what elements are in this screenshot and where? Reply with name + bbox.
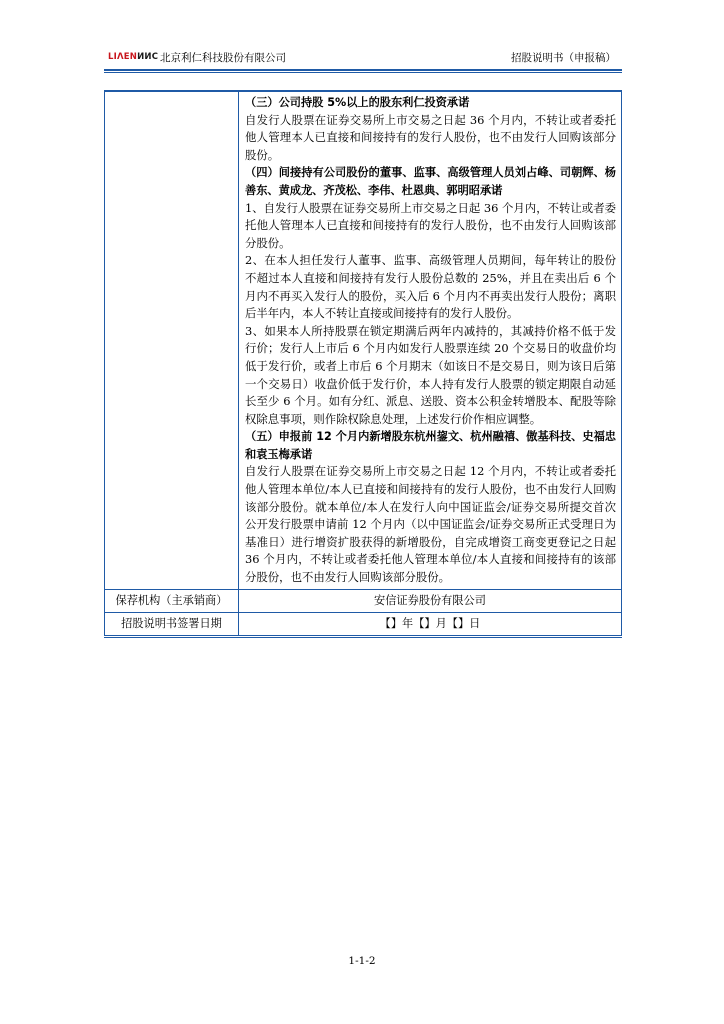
prospectus-table [104,90,622,638]
commitment-heading: （三）公司持股 5%以上的股东利仁投资承诺 [245,96,470,109]
signing-date-row [105,612,622,636]
commitment-heading: （四）间接持有公司股份的董事、监事、高级管理人员刘占峰、司朝辉、杨善东、黄成龙、齐茂松、李伟、杜恩典、郭明昭承诺 [245,166,616,197]
company-logo: LIΛENИИC [108,52,159,62]
commitments-cell [239,91,622,589]
commitment-paragraph: 自发行人股票在证券交易所上市交易之日起 12 个月内，不转让或者委托他人管理本单位/本人已直接和间接持有的发行人股份，也不由发行人回购该部分股份。就本单位/本人在发行人向中国证监会/证券交易所提交首次公开发行股票申请前 12 个月内（以中国证监会/证券交易所正式受理日为基准日）进行增资扩股获得的新增股份，自完成增资工商变更登记之日起 36 个月内，不转让或者委托他人管理本单位/本人直接和间接持有的该部分股份，也不由发行人回购该部分股份。 [245,464,616,585]
page-header [108,50,616,66]
signing-date-label: 招股说明书签署日期 [105,612,239,636]
commitments-row [105,91,622,589]
header-rule-thin [104,72,622,73]
signing-date-value: 【】年【】月【】日 [239,612,622,636]
document-title: 招股说明书（申报稿） [511,52,616,64]
commitment-paragraph: 1、自发行人股票在证券交易所上市交易之日起 36 个月内，不转让或者委托他人管理本人已直接和间接持有的发行人股份，也不由发行人回购该部分股份。 [245,200,616,250]
page-number: 1-1-2 [348,955,376,967]
commitment-paragraph: 2、在本人担任发行人董事、监事、高级管理人员期间，每年转让的股份不超过本人直接和间接持有发行人股份总数的 25%，并且在卖出后 6 个月内不再买入发行人的股份，买入后 6 个月内不再卖出发行人股份；离职后半年内，本人不转让直接或间接持有的发行人股份。 [245,253,616,321]
header-rule [104,69,622,71]
company-name: 北京利仁科技股份有限公司 [160,52,286,64]
commitment-paragraph: 自发行人股票在证券交易所上市交易之日起 36 个月内，不转让或者委托他人管理本人已直接和间接持有的发行人股份，也不由发行人回购该部分股份。 [245,112,616,162]
sponsor-label: 保荐机构（主承销商） [105,589,239,612]
commitments-label-cell [105,91,239,589]
commitment-paragraph: 3、如果本人所持股票在锁定期满后两年内减持的，其减持价格不低于发行价；发行人上市后 6 个月内如发行人股票连续 20 个交易日的收盘价均低于发行价，或者上市后 6 个月期末（如该日不是交易日，则为该日后第一个交易日）收盘价低于发行价，本人持有发行人股票的锁定期限自动延长至少 6 个月。如有分红、派息、送股、资本公积金转增股本、配股等除权除息事项，则作除权除息处理，上述发行价作相应调整。 [245,323,616,426]
commitment-heading: （五）申报前 12 个月内新增股东杭州鋆文、杭州融禧、傲基科技、史福忠和袁玉梅承诺 [245,430,616,461]
sponsor-row [105,589,622,612]
sponsor-value: 安信证券股份有限公司 [239,589,622,612]
